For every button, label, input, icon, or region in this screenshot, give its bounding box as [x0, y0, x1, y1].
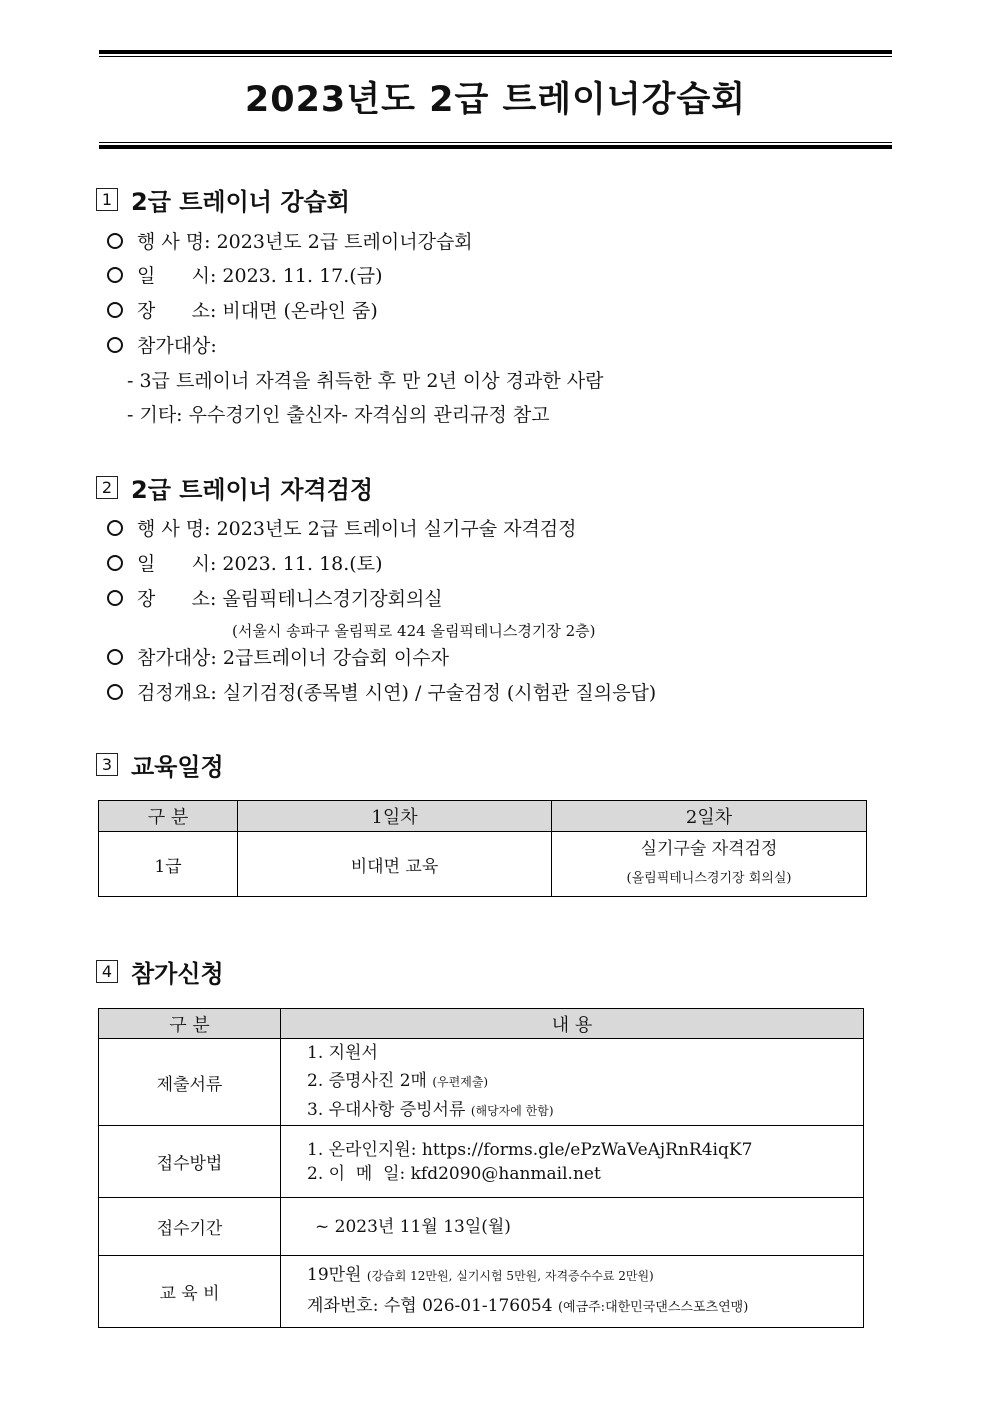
header-cell: 2일차 [552, 801, 867, 832]
bullet-item [107, 298, 378, 324]
method-item: 1. 온라인지원: https://forms.gle/ePzWaVeAjRnR4iqK7 [307, 1139, 753, 1160]
header-cell: 구 분 [99, 1009, 281, 1039]
application-table [98, 1008, 864, 1328]
item-label: 일 시: [137, 265, 217, 287]
item-value: 올림픽테니스경기장회의실 [222, 588, 443, 610]
document-title: 2023년도 2급 트레이너강습회 [244, 80, 747, 120]
bullet-item [107, 263, 383, 289]
day2-cell [552, 832, 867, 897]
item-value: 실기검정(종목별 시연) / 구술검정 (시험관 질의응답) [222, 682, 657, 704]
section-2-heading [96, 472, 373, 502]
doc-item-note: (해당자에 한함) [470, 1104, 554, 1118]
doc-item [307, 1096, 863, 1125]
item-value: 비대면 (온라인 줌) [222, 300, 378, 322]
bullet-item [107, 645, 449, 671]
table-row [99, 1256, 864, 1328]
section-4-heading [96, 956, 224, 986]
doc-item-text: 3. 우대사항 증빙서류 [307, 1100, 466, 1120]
circle-bullet-icon [107, 337, 123, 353]
header-cell: 구 분 [99, 801, 238, 832]
method-item: 2. 이 메 일: kfd2090@hanmail.net [307, 1163, 601, 1184]
header-cell: 내 용 [281, 1009, 864, 1039]
item-label: 일 시: [137, 553, 217, 575]
fee-breakdown: (강습회 12만원, 실기시험 5만원, 자격증수수료 2만원) [366, 1269, 654, 1283]
item-label: 참가대상: [137, 335, 217, 357]
bullet-item [107, 586, 443, 612]
bullet-item [107, 333, 217, 359]
fee-amount: 19만원 [307, 1265, 362, 1285]
section-3-heading [96, 749, 224, 779]
circle-bullet-icon [107, 555, 123, 571]
table-row [99, 1126, 864, 1198]
doc-item [307, 1067, 863, 1096]
title-rule-bottom-thin [99, 142, 892, 143]
section-number-box: 3 [96, 753, 118, 776]
bullet-item [107, 229, 473, 255]
circle-bullet-icon [107, 649, 123, 665]
bank-account: 계좌번호: 수협 026-01-176054 [307, 1296, 553, 1316]
section-number-box: 2 [96, 476, 118, 499]
section-title: 교육일정 [131, 752, 224, 781]
item-label: 행 사 명: [137, 518, 211, 540]
row-label: 교 육 비 [99, 1256, 281, 1328]
row-content [281, 1126, 864, 1198]
schedule-table [98, 800, 867, 897]
section-title: 2급 트레이너 강습회 [131, 187, 350, 216]
bullet-item [107, 680, 656, 706]
row-content [281, 1039, 864, 1126]
doc-item-text: 2. 증명사진 2매 [307, 1071, 427, 1091]
row-label: 접수방법 [99, 1126, 281, 1198]
table-row [99, 1198, 864, 1256]
circle-bullet-icon [107, 590, 123, 606]
item-label: 검정개요: [137, 682, 217, 704]
section-title: 2급 트레이너 자격검정 [131, 475, 374, 504]
item-value: 2023. 11. 18.(토) [222, 553, 383, 575]
doc-item-text: 1. 지원서 [307, 1043, 378, 1063]
title-rule-top-thick [99, 50, 892, 54]
account-line [307, 1291, 863, 1323]
bullet-item [107, 551, 383, 577]
item-label: 참가대상: [137, 647, 217, 669]
circle-bullet-icon [107, 684, 123, 700]
doc-item [307, 1039, 863, 1067]
item-label: 행 사 명: [137, 231, 211, 253]
section-1-heading [96, 184, 350, 214]
item-value: 2023년도 2급 트레이너 실기구술 자격검정 [216, 518, 577, 540]
circle-bullet-icon [107, 302, 123, 318]
item-value: 2023. 11. 17.(금) [222, 265, 383, 287]
account-holder: (예금주:대한민국댄스스포츠연맹) [557, 1300, 749, 1315]
section-number-box: 1 [96, 188, 118, 211]
grade-cell: 1급 [99, 832, 238, 897]
item-value: 2023년도 2급 트레이너강습회 [216, 231, 473, 253]
day2-note: (올림픽테니스경기장 회의실) [626, 871, 792, 886]
row-label: 제출서류 [99, 1039, 281, 1126]
title-rule-top-thin [99, 56, 892, 57]
day1-cell: 비대면 교육 [238, 832, 552, 897]
item-value: 2급트레이너 강습회 이수자 [222, 647, 449, 669]
bullet-item [107, 516, 577, 542]
circle-bullet-icon [107, 267, 123, 283]
row-label: 접수기간 [99, 1198, 281, 1256]
table-header-row [99, 1009, 864, 1039]
item-label: 장 소: [137, 300, 217, 322]
sub-item: - 3급 트레이너 자격을 취득한 후 만 2년 이상 경과한 사람 [127, 370, 604, 392]
fee-amount-line [307, 1260, 863, 1291]
period-value: ~ 2023년 11월 13일(월) [281, 1198, 864, 1256]
item-label: 장 소: [137, 588, 217, 610]
title-rule-bottom-thick [99, 145, 892, 149]
row-content [281, 1256, 864, 1328]
table-row [99, 832, 867, 897]
sub-item: - 기타: 우수경기인 출신자- 자격심의 관리규정 참고 [127, 404, 550, 426]
venue-address: (서울시 송파구 올림픽로 424 올림픽테니스경기장 2층) [232, 622, 596, 640]
circle-bullet-icon [107, 233, 123, 249]
circle-bullet-icon [107, 520, 123, 536]
doc-item-note: (우편제출) [432, 1075, 489, 1089]
table-row [99, 1039, 864, 1126]
day2-text: 실기구술 자격검정 [640, 839, 778, 859]
table-header-row [99, 801, 867, 832]
section-title: 참가신청 [131, 959, 224, 988]
header-cell: 1일차 [238, 801, 552, 832]
section-number-box: 4 [96, 960, 118, 983]
